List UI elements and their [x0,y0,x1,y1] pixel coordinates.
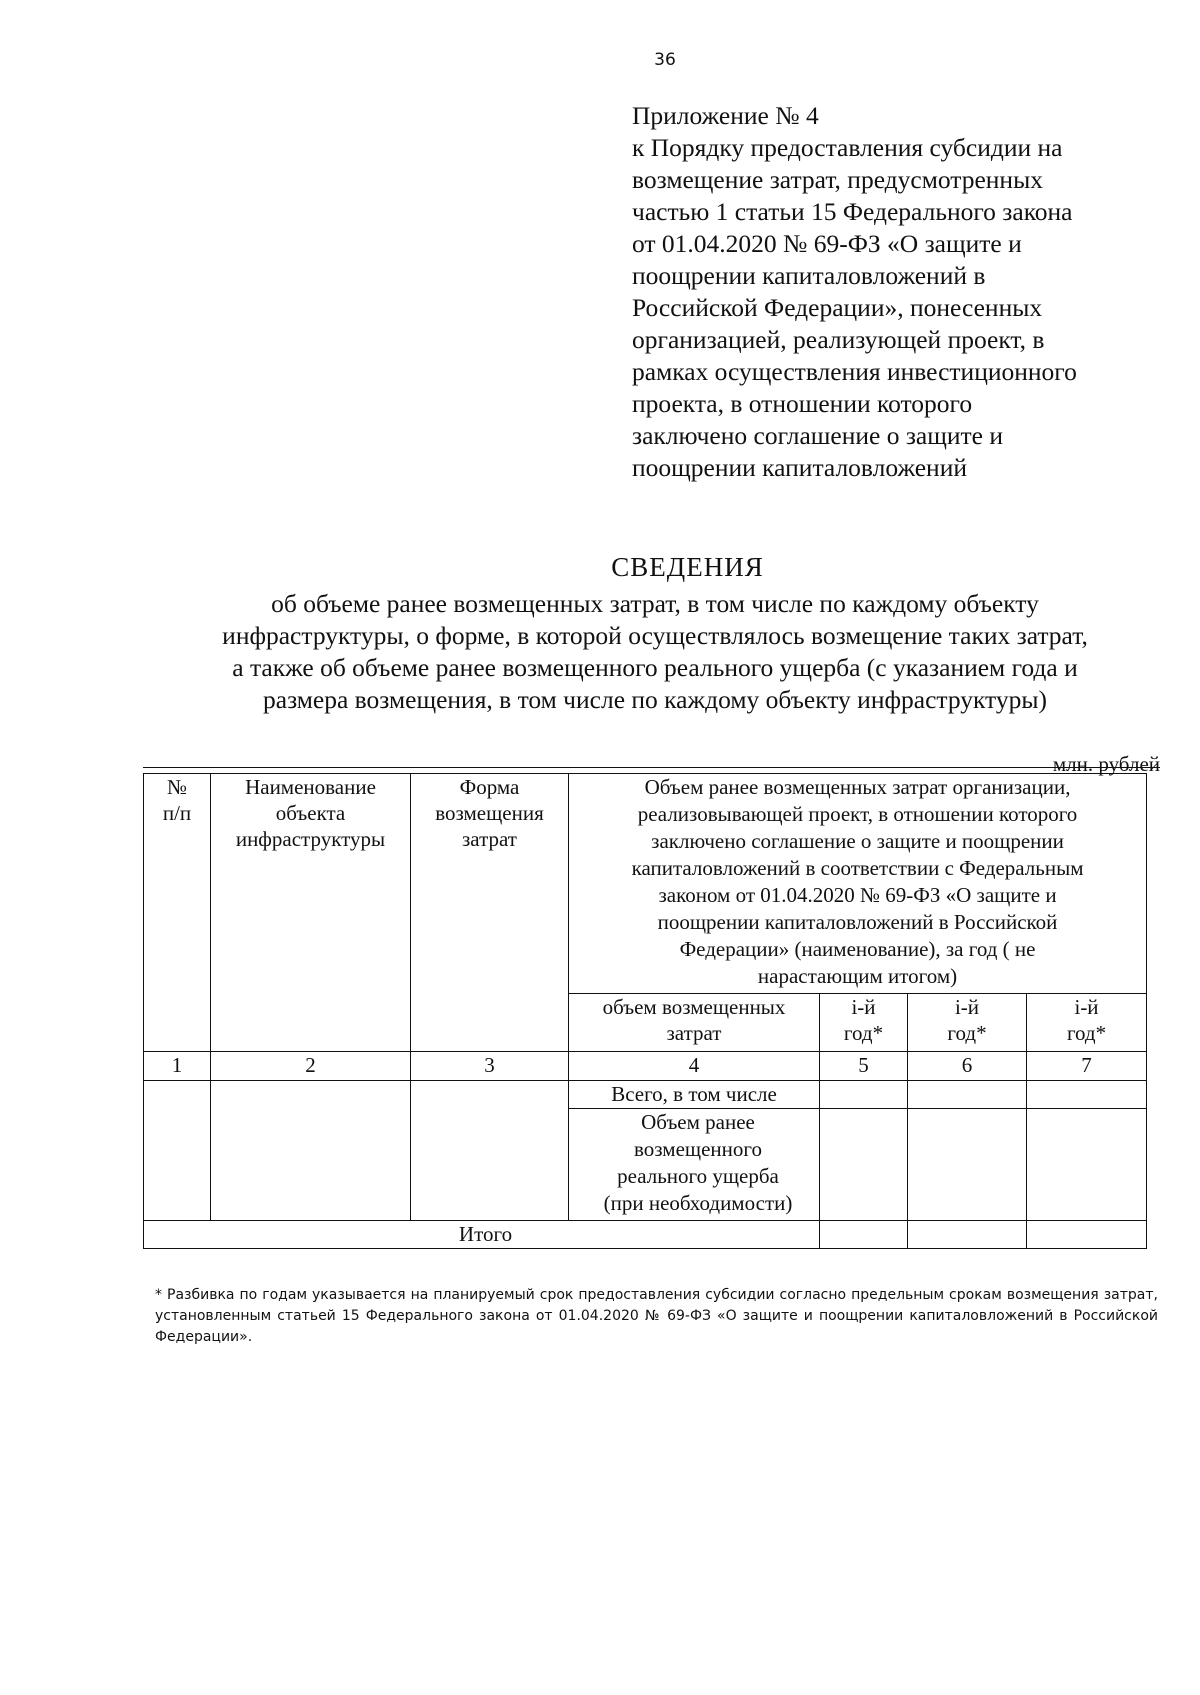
header-volume-line: Федерации» (наименование), за год ( не [679,937,1036,961]
header-volume-line: заключено соглашение о защите и поощрении [651,829,1064,853]
header-number-line: п/п [162,801,192,825]
damage-label-line: реального ущерба [617,1164,779,1188]
damage-label-cell [569,1109,820,1221]
subheader-year-cell [820,994,908,1052]
data-cell-year [820,1081,908,1109]
appendix-line: частью 1 статьи 15 Федерального закона [632,197,1073,226]
subheader-year-cell [908,994,1027,1052]
header-volume-line: нарастающим итогом) [757,964,958,988]
header-number-cell [144,774,211,1052]
header-object-name-cell [211,774,411,1052]
subheader-year-line: i-й [1074,995,1099,1019]
itogo-cell-year [1027,1221,1147,1249]
appendix-line: Приложение № 4 [632,101,819,130]
column-number-cell: 5 [820,1052,908,1081]
header-form-cell [411,774,569,1052]
subheader-year-line: год* [947,1021,987,1045]
costs-table [143,773,1147,1249]
appendix-line: заключено соглашение о защите и [632,421,1003,450]
data-cell-form [411,1081,569,1221]
column-number-cell: 3 [411,1052,569,1081]
column-number-cell: 6 [908,1052,1027,1081]
header-volume-line: капиталовложений в соответствии с Федеральным [631,856,1084,880]
subheader-year-line: i-й [954,995,980,1019]
appendix-line: проекта, в отношении которого [632,389,973,418]
subtitle-line: размера возмещения, в том числе по каждому объекту инфраструктуры) [263,685,1047,714]
appendix-line: поощрении капиталовложений в [632,261,986,290]
data-cell-number [144,1081,211,1221]
appendix-line: возмещение затрат, предусмотренных [632,165,1043,194]
subheader-year-line: год* [1066,1021,1107,1045]
subheader-year-line: год* [843,1021,884,1045]
total-including-label: Всего, в том числе [569,1081,820,1109]
data-cell-year [1027,1081,1147,1109]
header-form-line: возмещения [435,801,544,825]
damage-label-line: возмещенного [634,1137,762,1161]
footnote: * Разбивка по годам указывается на планируемый срок предоставления субсидии согласно предельным срокам возмещения затрат, установленным статьей 15 Федерального закона от 01.04.2020 № 69-ФЗ «О защите и поощрении капиталовложений в Российской Федерации». [155,1287,1158,1345]
column-number-cell: 1 [144,1052,211,1081]
data-cell-object-name [211,1081,411,1221]
column-number-cell: 4 [569,1052,820,1081]
appendix-line: организацией, реализующей проект, в [632,325,1045,354]
header-volume-line: Объем ранее возмещенных затрат организации, [644,775,1071,799]
appendix-line: рамках осуществления инвестиционного [632,357,1077,386]
document-subtitle [155,588,1155,716]
itogo-cell-year [820,1221,908,1249]
column-number-cell: 7 [1027,1052,1147,1081]
data-cell-year [908,1109,1027,1221]
appendix-line: поощрении капиталовложений [632,453,967,482]
subtitle-line: а также об объеме ранее возмещенного реального ущерба (с указанием года и [232,653,1078,682]
header-object-name-line: Наименование [245,775,376,799]
appendix-line: к Порядку предоставления субсидии на [632,133,1063,162]
subheader-volume-line: затрат [666,1021,722,1045]
header-volume-line: реализовывающей проект, в отношении которого [637,802,1078,826]
column-number-cell: 2 [211,1052,411,1081]
subtitle-line: об объеме ранее возмещенных затрат, в том числе по каждому объекту [271,589,1039,618]
units-divider [143,767,1160,768]
itogo-label: Итого [144,1221,820,1249]
header-object-name-line: инфраструктуры [235,827,386,851]
data-cell-year [1027,1109,1147,1221]
page-number: 36 [654,50,676,70]
subheader-year-line: i-й [851,995,876,1019]
appendix-header [632,100,1172,484]
header-number-line: № [166,775,188,799]
header-volume-line: законом от 01.04.2020 № 69-ФЗ «О защите и [658,883,1057,907]
subheader-volume-cell [569,994,820,1052]
header-volume-line: поощрении капиталовложений в Российской [657,910,1058,934]
header-object-name-line: объекта [275,801,346,825]
itogo-cell-year [908,1221,1027,1249]
header-volume-cell [569,774,1147,994]
appendix-line: Российской Федерации», понесенных [632,293,1043,322]
header-form-line: Форма [459,775,520,799]
data-cell-year [820,1109,908,1221]
data-cell-year [908,1081,1027,1109]
document-title: СВЕДЕНИЯ [611,552,764,582]
units-label: млн. рублей [1052,752,1160,776]
header-form-line: затрат [462,827,517,851]
damage-label-line: Объем ранее [641,1110,755,1134]
appendix-line: от 01.04.2020 № 69-ФЗ «О защите и [632,229,1022,258]
damage-label-line: (при необходимости) [603,1191,793,1215]
subheader-volume-line: объем возмещенных [602,995,786,1019]
subheader-year-cell [1027,994,1147,1052]
subtitle-line: инфраструктуры, о форме, в которой осуществлялось возмещение таких затрат, [222,621,1088,650]
